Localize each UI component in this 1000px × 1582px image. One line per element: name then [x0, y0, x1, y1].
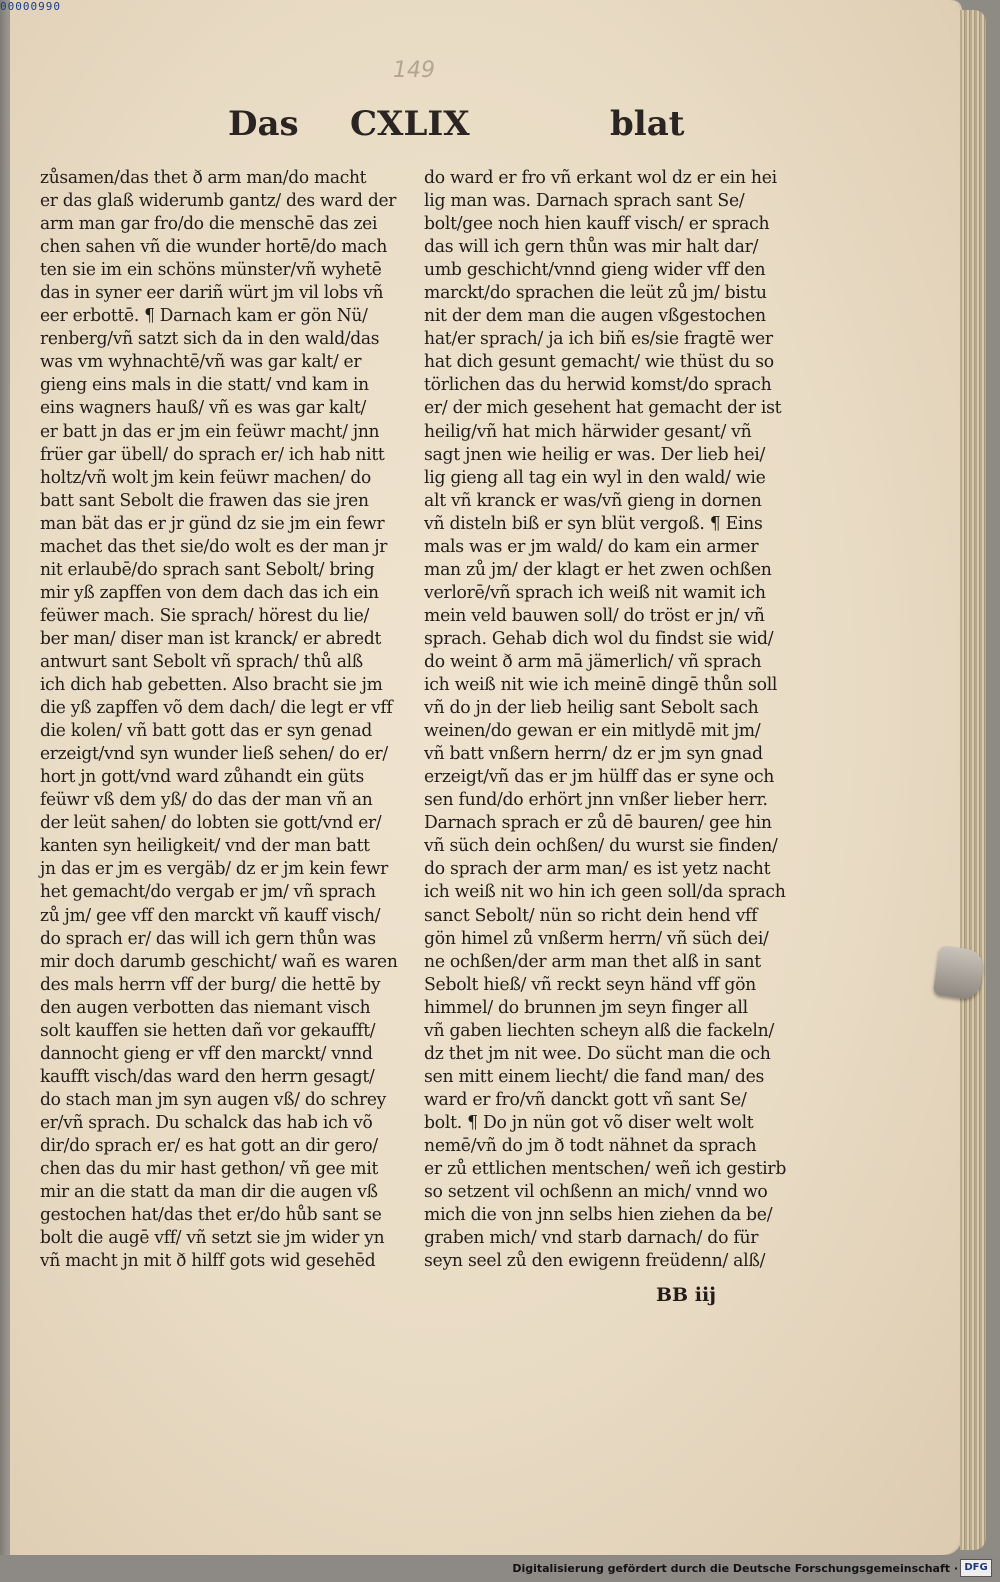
- text-line: vñ disteln biß er syn blüt vergoß. ¶ Eins: [424, 512, 763, 534]
- text-line: do sprach der arm man/ es ist yetz nacht: [424, 858, 771, 880]
- text-line: umb geschicht/vnnd gieng wider vff den: [424, 259, 766, 281]
- text-line: renberg/vñ satzt sich da in den wald/das: [40, 328, 380, 350]
- text-line: das in syner eer dariñ würt jm vil lobs vñ: [40, 282, 384, 304]
- text-line: do weint ð arm mā jämerlich/ vñ sprach: [424, 650, 762, 672]
- text-line: nit der dem man die augen vßgestochen: [424, 305, 766, 327]
- text-line: antwurt sant Sebolt vñ sprach/ thů alß: [40, 650, 363, 672]
- text-line: vñ batt vnßern herrn/ dz er jm syn gnad: [424, 743, 763, 765]
- text-line: Darnach sprach er zů dē bauren/ gee hin: [424, 812, 772, 834]
- text-line: gieng eins mals in die statt/ vnd kam in: [40, 374, 369, 396]
- text-line: törlichen das du herwid komst/do sprach: [424, 374, 772, 396]
- text-line: hort jn gott/vnd ward zůhandt ein güts: [40, 766, 365, 788]
- text-line: bolt die augē vff/ vñ setzt sie jm wider yn: [40, 1227, 385, 1249]
- text-line: er batt jn das er jm ein feüwr macht/ jnn: [40, 420, 380, 442]
- text-line: arm man gar fro/do die menschē das zei: [40, 213, 378, 235]
- text-line: mich die von jnn selbs hien ziehen da be/: [424, 1204, 773, 1226]
- text-line: do sprach er/ das will ich gern thůn was: [40, 927, 376, 949]
- text-line: gön himel zů vnßerm herrn/ vñ süch dei/: [424, 927, 769, 949]
- text-line: seyn seel zů den ewigenn freüdenn/ alß/: [424, 1250, 766, 1272]
- text-line: nemē/vñ do jm ð todt nähnet da sprach: [424, 1134, 757, 1156]
- text-line: nit erlaubē/do sprach sant Sebolt/ bring: [40, 558, 375, 580]
- text-line: eer erbottē. ¶ Darnach kam er gön Nü/: [40, 305, 368, 327]
- header-right: blat: [610, 104, 685, 144]
- text-line: vñ gaben liechten scheyn alß die fackeln/: [424, 1019, 775, 1041]
- text-line: hat/er sprach/ ja ich biñ es/sie fragtē wer: [424, 328, 773, 350]
- text-line: man zů jm/ der klagt er het zwen ochßen: [424, 558, 772, 580]
- text-line: des mals herrn vff der burg/ die hettē by: [40, 973, 381, 995]
- text-line: sen fund/do erhört jnn vnßer lieber herr.: [424, 789, 768, 811]
- text-line: er das glaß widerumb gantz/ des ward der: [40, 190, 397, 212]
- text-line: sagt jnen wie heilig er was. Der lieb hei/: [424, 443, 766, 465]
- text-line: heilig/vñ hat mich härwider gesant/ vñ: [424, 420, 752, 442]
- text-line: dz thet jm nit wee. Do sücht man die och: [424, 1042, 771, 1064]
- text-line: hat dich gesunt gemacht/ wie thüst du so: [424, 351, 774, 373]
- text-line: ne ochßen/der arm man thet alß in sant: [424, 950, 761, 972]
- text-line: ich weiß nit wo hin ich geen soll/da sprach: [424, 881, 786, 903]
- text-line: vñ süch dein ochßen/ du wurst sie finden/: [424, 835, 778, 857]
- text-line: lig man was. Darnach sprach sant Se/: [424, 190, 745, 212]
- text-line: machet das thet sie/do wolt es der man jr: [40, 535, 388, 557]
- text-line: ich weiß nit wie ich meinē dingē thůn soll: [424, 674, 778, 696]
- text-line: den augen verbotten das niemant visch: [40, 996, 371, 1018]
- text-line: mir yß zapffen von dem dach das ich ein: [40, 581, 379, 603]
- page-edges: [960, 10, 986, 1550]
- text-line: gestochen hat/das thet er/do hůb sant se: [40, 1204, 382, 1226]
- text-line: solt kauffen sie hetten dañ vor gekaufft/: [40, 1019, 376, 1041]
- signature-mark: BB iij: [656, 1284, 717, 1306]
- text-line: chen sahen vñ die wunder hortē/do mach: [40, 236, 388, 258]
- text-line: der leüt sahen/ do lobten sie gott/vnd er/: [40, 812, 382, 834]
- text-line: kaufft visch/das ward den herrn gesagt/: [40, 1065, 375, 1087]
- text-line: bolt. ¶ Do jn nün got võ diser welt wolt: [424, 1111, 754, 1133]
- text-line: sanct Sebolt/ nün so richt dein hend vff: [424, 904, 758, 926]
- text-line: sprach. Gehab dich wol du findst sie wid/: [424, 627, 774, 649]
- text-line: do stach man jm syn augen vß/ do schrey: [40, 1088, 387, 1110]
- text-line: weinen/do gewan er ein mitlydē mit jm/: [424, 720, 761, 742]
- text-line: das will ich gern thůn was mir halt dar/: [424, 236, 759, 258]
- text-line: het gemacht/do vergab er jm/ vñ sprach: [40, 881, 376, 903]
- text-column-right: [424, 166, 802, 1272]
- text-line: ward er fro/vñ danckt gott vñ sant Se/: [424, 1088, 747, 1110]
- handwritten-folio-number: 149: [393, 58, 435, 83]
- text-line: himmel/ do brunnen jm seyn finger all: [424, 996, 748, 1018]
- text-line: zů jm/ gee vff den marckt vñ kauff visch/: [40, 904, 381, 926]
- text-line: alt vñ kranck er was/vñ gieng in dornen: [424, 489, 762, 511]
- text-line: lig gieng all tag ein wyl in den wald/ wie: [424, 466, 766, 488]
- text-line: do ward er fro vñ erkant wol dz er ein hei: [424, 167, 777, 188]
- text-line: er zů ettlichen mentschen/ weñ ich gestirb: [424, 1158, 787, 1180]
- text-line: was vm wyhnachtē/vñ was gar kalt/ er: [40, 351, 362, 373]
- text-line: chen das du mir hast gethon/ vñ gee mit: [40, 1158, 379, 1180]
- text-line: feüwer mach. Sie sprach/ hörest du lie/: [40, 604, 370, 626]
- text-line: vñ do jn der lieb heilig sant Sebolt sach: [424, 697, 759, 719]
- text-line: feüwr vß dem yß/ do das der man vñ an: [40, 789, 373, 811]
- text-line: ich dich hab gebetten. Also bracht sie jm: [40, 674, 383, 696]
- text-line: sen mitt einem liecht/ die fand man/ des: [424, 1065, 765, 1087]
- text-line: vñ macht jn mit ð hilff gots wid gesehēd: [40, 1250, 376, 1272]
- text-line: kanten syn heiligkeit/ vnd der man batt: [40, 835, 370, 857]
- dfg-logo: DFG: [960, 1559, 992, 1577]
- text-line: früer gar übell/ do sprach er/ ich hab nitt: [40, 443, 385, 465]
- text-line: Sebolt hieß/ vñ reckt seyn händ vff gön: [424, 973, 757, 995]
- text-line: zůsamen/das thet ð arm man/do macht: [40, 167, 367, 188]
- text-line: verlorē/vñ sprach ich weiß nit wamit ich: [424, 581, 766, 603]
- text-line: erzeigt/vñ das er jm hülff das er syne och: [424, 766, 775, 788]
- text-line: mir doch darumb geschicht/ wañ es waren: [40, 950, 398, 972]
- text-line: die yß zapffen võ dem dach/ die legt er vff: [40, 697, 393, 719]
- text-line: so setzent vil ochßenn an mich/ vnnd wo: [424, 1181, 768, 1203]
- funding-notice: Digitalisierung gefördert durch die Deutsche Forschungsgemeinschaft ·: [512, 1562, 958, 1575]
- folio-number: CXLIX: [350, 104, 470, 144]
- text-line: mein veld bauwen soll/ do tröst er jn/ vñ: [424, 604, 765, 626]
- text-line: marckt/do sprachen die leüt zů jm/ bistu: [424, 282, 767, 304]
- text-line: bolt/gee noch hien kauff visch/ er sprach: [424, 213, 770, 235]
- text-line: dir/do sprach er/ es hat gott an dir gero/: [40, 1134, 378, 1156]
- text-line: man bät das er jr günd dz sie jm ein fewr: [40, 512, 385, 534]
- text-line: eins wagners hauß/ vñ es was gar kalt/: [40, 397, 366, 419]
- text-line: ber man/ diser man ist kranck/ er abredt: [40, 627, 382, 649]
- text-line: mir an die statt da man dir die augen vß: [40, 1181, 378, 1203]
- text-column-left: [40, 166, 418, 1272]
- text-line: batt sant Sebolt die frawen das sie jren: [40, 489, 369, 511]
- text-line: er/ der mich gesehent hat gemacht der ist: [424, 397, 782, 419]
- scan-id: 00000990: [0, 0, 61, 13]
- header-left: Das: [228, 104, 299, 144]
- text-line: dannocht gieng er vff den marckt/ vnnd: [40, 1042, 373, 1064]
- text-line: die kolen/ vñ batt gott das er syn genad: [40, 720, 373, 742]
- text-line: jn das er jm es vergäb/ dz er jm kein fewr: [40, 858, 389, 880]
- text-line: er/vñ sprach. Du schalck das hab ich võ: [40, 1111, 373, 1133]
- text-line: holtz/vñ wolt jm kein feüwr machen/ do: [40, 466, 371, 488]
- text-line: graben mich/ vnd starb darnach/ do für: [424, 1227, 759, 1249]
- text-line: erzeigt/vnd syn wunder ließ sehen/ do er/: [40, 743, 388, 765]
- text-line: mals was er jm wald/ do kam ein armer: [424, 535, 759, 557]
- text-line: ten sie im ein schöns münster/vñ wyhetē: [40, 259, 382, 281]
